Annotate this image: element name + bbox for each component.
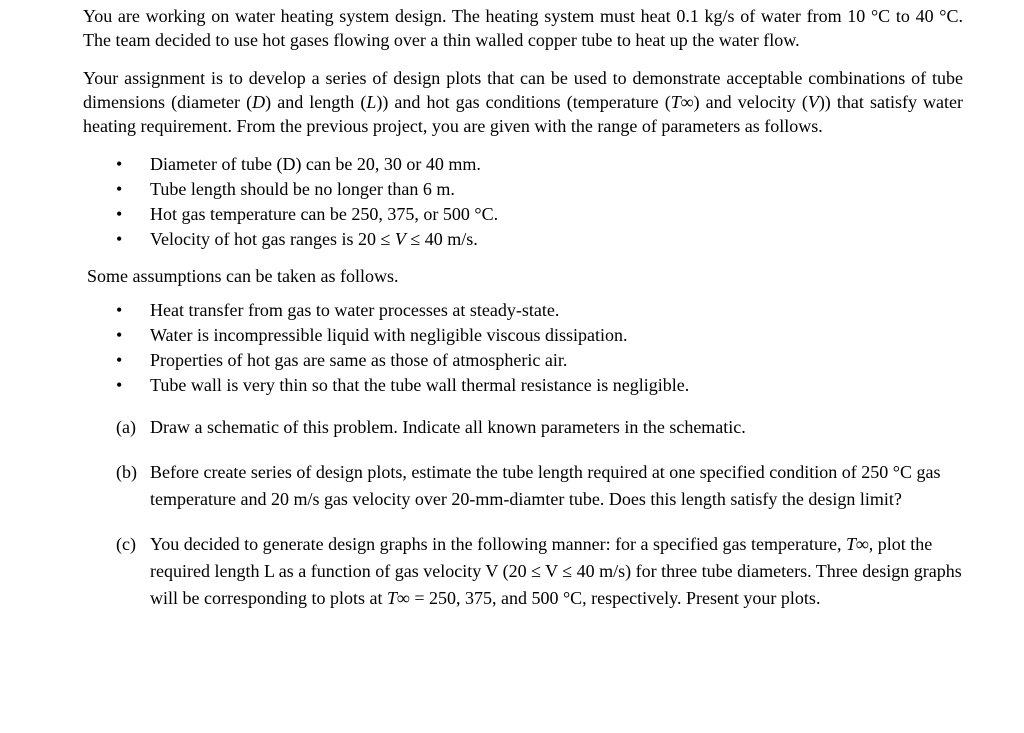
list-item <box>83 298 963 323</box>
list-item-text: Tube length should be no longer than 6 m. <box>150 179 455 199</box>
bullet-icon: • <box>116 179 123 199</box>
question-text: Draw a schematic of this problem. Indicate all known parameters in the schematic. <box>150 417 746 437</box>
assumptions-heading: Some assumptions can be taken as follows. <box>87 266 399 286</box>
question-c-text-2: , plot the required length L as a function of gas velocity V (20 ≤ V ≤ 40 m/s) for three tube diameters. Three design graphs will be corresponding to plots at <box>150 534 962 608</box>
list-item-text: Tube wall is very thin so that the tube wall thermal resistance is negligible. <box>150 375 690 395</box>
question-b <box>83 459 963 513</box>
list-item <box>83 177 963 202</box>
question-text <box>150 531 963 612</box>
assignment-text-1: Your assignment is to develop a series of design plots that can be used to demonstrate acceptable combinations of tube dimensions (diameter ( <box>83 68 963 112</box>
list-item <box>83 348 963 373</box>
assignment-paragraph <box>83 66 963 138</box>
velocity-text-2: ≤ 40 m/s. <box>405 229 478 249</box>
symbol-velocity: V <box>807 92 819 112</box>
bullet-icon: • <box>116 229 123 249</box>
parameter-list <box>83 152 963 252</box>
list-item-text: Heat transfer from gas to water processes at steady-state. <box>150 300 560 320</box>
assumption-list <box>83 298 963 398</box>
symbol-length: L <box>366 92 377 112</box>
question-c <box>83 531 963 612</box>
list-item <box>83 202 963 227</box>
question-label: (a) <box>116 417 136 437</box>
velocity-text-1: Velocity of hot gas ranges is 20 ≤ <box>150 229 395 249</box>
question-c-text-1: You decided to generate design graphs in the following manner: for a specified gas temperature, <box>150 534 846 554</box>
list-item <box>83 373 963 398</box>
symbol-temperature: T∞ <box>386 588 410 608</box>
symbol-velocity: V <box>394 229 406 249</box>
question-text: Before create series of design plots, estimate the tube length required at one specified condition of 250 °C gas temperature and 20 m/s gas velocity over 20-mm-diamter tube. Does this length satisfy the design limit? <box>150 462 941 509</box>
bullet-icon: • <box>116 300 123 320</box>
symbol-temperature: T∞ <box>670 92 694 112</box>
list-item-text: Water is incompressible liquid with negligible viscous dissipation. <box>150 325 628 345</box>
assignment-text-3: )) and hot gas conditions (temperature ( <box>376 92 671 112</box>
bullet-icon: • <box>116 375 123 395</box>
symbol-temperature: T∞ <box>845 534 869 554</box>
assignment-text-2: ) and length ( <box>265 92 367 112</box>
list-item <box>83 152 963 177</box>
bullet-icon: • <box>116 154 123 174</box>
document-page <box>83 4 963 612</box>
list-item <box>83 323 963 348</box>
bullet-icon: • <box>116 204 123 224</box>
list-item-text: Diameter of tube (D) can be 20, 30 or 40 mm. <box>150 154 481 174</box>
list-item-text: Properties of hot gas are same as those of atmospheric air. <box>150 350 568 370</box>
bullet-icon: • <box>116 350 123 370</box>
question-label: (b) <box>116 462 137 482</box>
bullet-icon: • <box>116 325 123 345</box>
question-c-text-3: = 250, 375, and 500 °C, respectively. Present your plots. <box>409 588 821 608</box>
intro-paragraph: You are working on water heating system design. The heating system must heat 0.1 kg/s of water from 10 °C to 40 °C. The team decided to use hot gases flowing over a thin walled copper tube to heat up the water flow. <box>83 6 963 50</box>
question-label: (c) <box>116 534 136 554</box>
assignment-text-4: ) and velocity ( <box>693 92 808 112</box>
list-item-text: Hot gas temperature can be 250, 375, or 500 °C. <box>150 204 499 224</box>
symbol-diameter: D <box>252 92 266 112</box>
question-a <box>83 414 963 441</box>
list-item <box>83 227 963 252</box>
assignment-text-5: )) that satisfy water heating requirement. From the previous project, you are given with the range of parameters as follows. <box>83 92 964 136</box>
